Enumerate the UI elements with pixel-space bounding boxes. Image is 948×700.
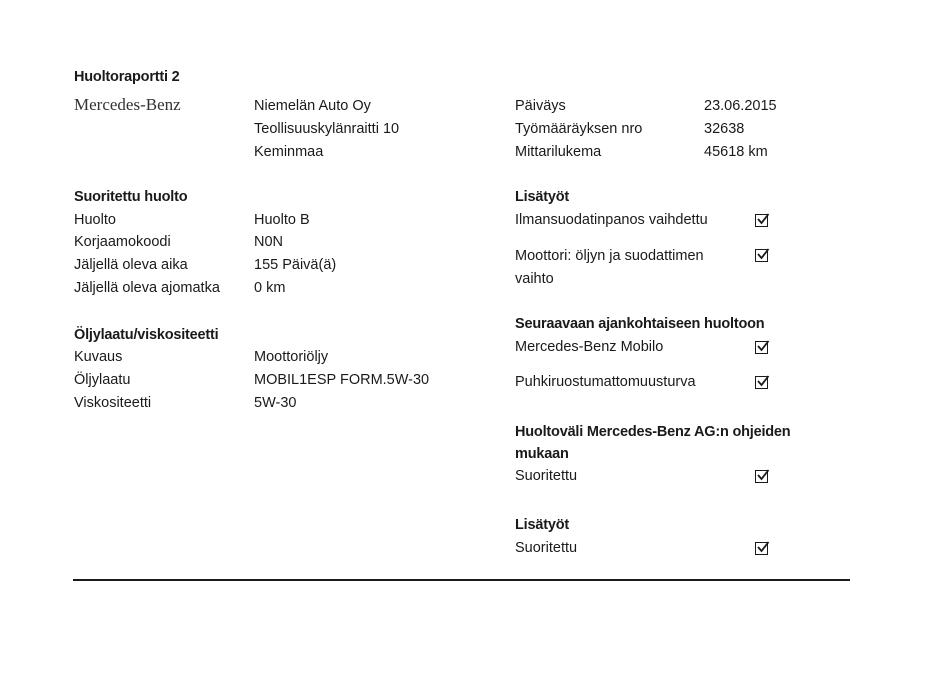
checkbox[interactable] — [755, 214, 768, 227]
checkmark-icon — [756, 468, 770, 482]
checkbox[interactable] — [755, 470, 768, 483]
oil-label: Öljylaatu — [74, 372, 131, 388]
checkmark-icon — [756, 212, 770, 226]
checkbox[interactable] — [755, 341, 768, 354]
oil-value: Moottoriöljy — [254, 349, 329, 365]
extra-work-title: Lisätyöt — [515, 189, 569, 205]
interval-item-label: Suoritettu — [515, 468, 578, 484]
extra-work2-title: Lisätyöt — [515, 517, 569, 533]
oil-section-title: Öljylaatu/viskositeetti — [74, 327, 219, 343]
checkmark-icon — [756, 247, 770, 261]
oil-value: 5W-30 — [254, 395, 297, 411]
service-section-title: Suoritettu huolto — [74, 189, 188, 205]
checkmark-icon — [756, 374, 770, 388]
report-title: Huoltoraportti 2 — [74, 69, 180, 85]
service-value: N0N — [254, 234, 284, 250]
meta-label-odometer: Mittarilukema — [515, 144, 602, 160]
checkmark-icon — [756, 540, 770, 554]
bottom-divider — [73, 579, 850, 581]
next-service-item-label: Mercedes-Benz Mobilo — [515, 339, 664, 355]
meta-label-date: Päiväys — [515, 98, 566, 114]
service-label: Huolto — [74, 212, 116, 228]
dealer-name: Niemelän Auto Oy — [254, 98, 371, 114]
extra-work-item-label: Moottori: öljyn ja suodattimen — [515, 248, 704, 264]
service-label: Jäljellä oleva ajomatka — [74, 280, 220, 296]
oil-value: MOBIL1ESP FORM.5W-30 — [254, 372, 430, 388]
meta-value-order: 32638 — [704, 121, 745, 137]
extra-work-item-label: Ilmansuodatinpanos vaihdettu — [515, 212, 708, 228]
dealer-street: Teollisuuskylänraitti 10 — [254, 121, 400, 137]
service-value: 0 km — [254, 280, 286, 296]
oil-label: Kuvaus — [74, 349, 123, 365]
checkbox[interactable] — [755, 376, 768, 389]
service-value: Huolto B — [254, 212, 310, 228]
brand-logo-text: Mercedes-Benz — [74, 95, 181, 114]
interval-title-cont: mukaan — [515, 446, 569, 462]
interval-title: Huoltoväli Mercedes-Benz AG:n ohjeiden — [515, 424, 791, 440]
dealer-city: Keminmaa — [254, 144, 324, 160]
meta-label-order: Työmääräyksen nro — [515, 121, 643, 137]
extra-work2-item-label: Suoritettu — [515, 540, 578, 556]
service-label: Korjaamokoodi — [74, 234, 171, 250]
checkbox[interactable] — [755, 542, 768, 555]
next-service-item-label: Puhkiruostumattomuusturva — [515, 374, 696, 390]
next-service-title: Seuraavaan ajankohtaiseen huoltoon — [515, 316, 765, 332]
service-value: 155 Päivä(ä) — [254, 257, 337, 273]
meta-value-date: 23.06.2015 — [704, 98, 777, 114]
checkbox[interactable] — [755, 249, 768, 262]
service-label: Jäljellä oleva aika — [74, 257, 188, 273]
oil-label: Viskositeetti — [74, 395, 152, 411]
meta-value-odometer: 45618 km — [704, 144, 768, 160]
checkmark-icon — [756, 339, 770, 353]
extra-work-item-label-cont: vaihto — [515, 271, 554, 287]
